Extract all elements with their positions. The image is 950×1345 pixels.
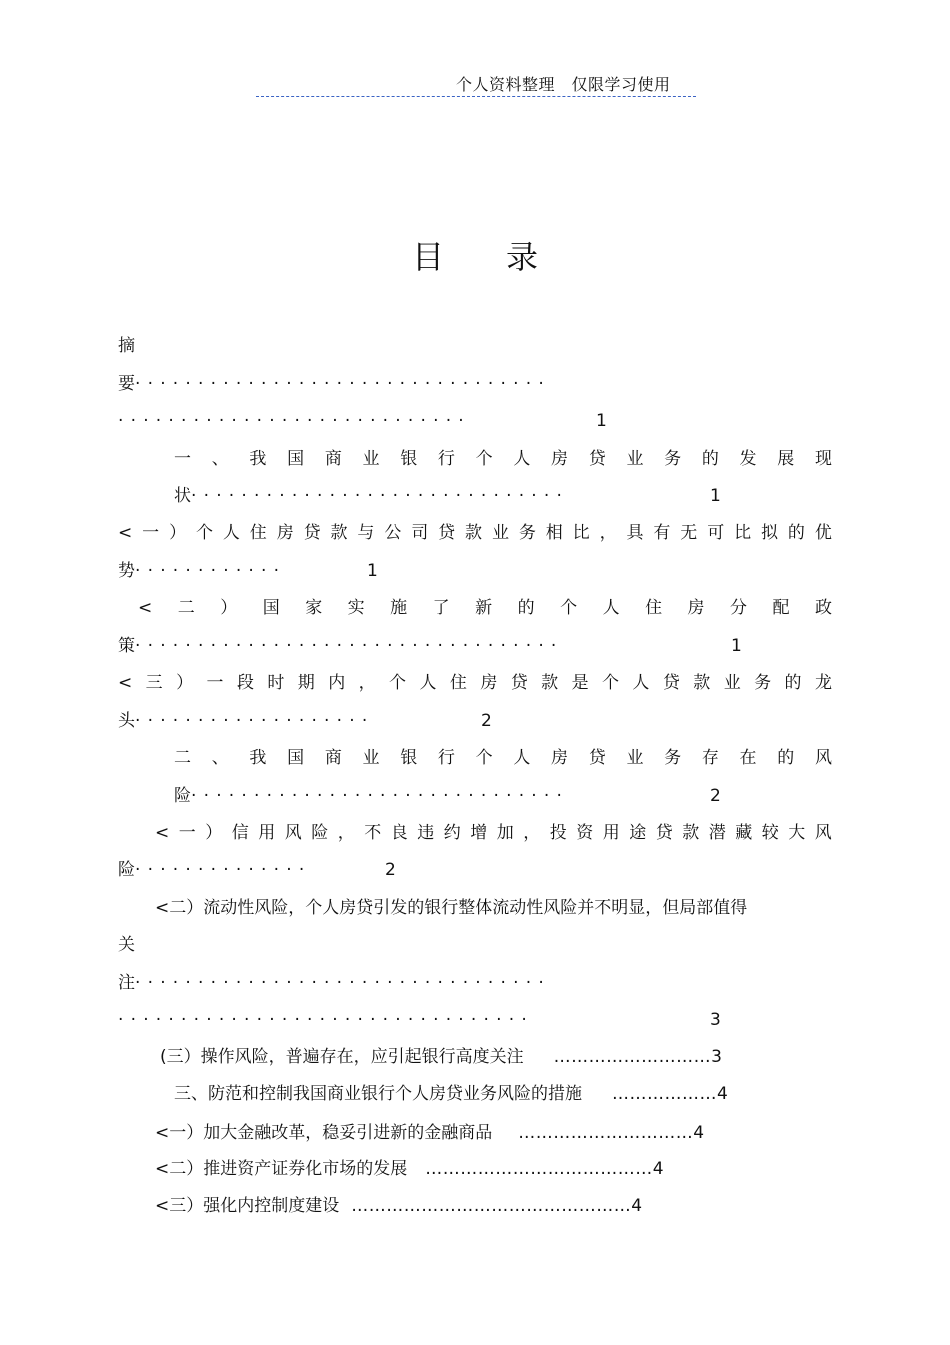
toc-char: 务: [754, 673, 772, 693]
toc-char: 在: [739, 748, 757, 768]
toc-char: 银: [400, 449, 418, 469]
toc-char: 有: [653, 523, 671, 543]
toc-char: 一: [174, 449, 191, 469]
toc-char: 比: [572, 523, 590, 543]
toc-char: 个: [389, 673, 407, 693]
toc-section-2-2-char1: 关: [118, 935, 135, 955]
toc-char: 了: [432, 598, 450, 618]
toc-char: 较: [761, 823, 779, 843]
toc-char: 人: [222, 523, 240, 543]
toc-section-1-2-title[interactable]: [138, 595, 832, 621]
toc-char: ）: [169, 523, 187, 543]
toc-char: 违: [417, 823, 435, 843]
toc-char: 贷: [662, 673, 680, 693]
toc-leader-dots: …………………………: [518, 1123, 694, 1143]
toc-char: 拟: [761, 523, 778, 543]
toc-char: 我: [249, 449, 267, 469]
toc-leader-dots: ······························: [191, 786, 570, 806]
toc-char: 三: [145, 673, 163, 693]
toc-char: 贷: [303, 523, 321, 543]
toc-char: 房: [551, 449, 569, 469]
toc-abstract-page: 1: [596, 411, 607, 431]
toc-char: 房: [687, 598, 705, 618]
toc-char: 、: [211, 449, 229, 469]
toc-char: 比: [734, 523, 752, 543]
toc-char: ）: [176, 673, 194, 693]
toc-char: 业: [723, 673, 741, 693]
toc-char: 银: [400, 748, 418, 768]
toc-char: 分: [730, 598, 748, 618]
toc-section-1-2-tail: 策: [118, 636, 135, 656]
toc-char: 龙: [814, 673, 832, 693]
toc-leader-dots: ·································: [135, 374, 551, 394]
toc-char: 途: [629, 823, 647, 843]
toc-leader-dots: ··············: [135, 860, 312, 880]
toc-section-2-2-page: 3: [710, 1010, 721, 1030]
toc-char: ，: [358, 673, 376, 693]
toc-leader-dots: ···················: [135, 711, 375, 731]
toc-char: 贷: [588, 748, 606, 768]
toc-char: ，: [337, 823, 355, 843]
page-title: 目录: [411, 238, 600, 276]
toc-char: ）: [205, 823, 223, 843]
toc-char: 险: [311, 823, 329, 843]
toc-section-1-3-tail-line: [118, 708, 374, 734]
toc-char: 贷: [588, 449, 606, 469]
toc-leader-dots: ·································: [135, 973, 551, 993]
toc-char: <: [138, 598, 153, 618]
header-text: 个人资料整理 仅限学习使用: [456, 75, 671, 94]
toc-section-2-3-line[interactable]: [160, 1044, 722, 1070]
toc-char: 相: [545, 523, 563, 543]
toc-char: 贷: [438, 523, 456, 543]
toc-char: 务: [664, 449, 682, 469]
toc-section-2-tail: 险: [174, 786, 191, 806]
toc-section-3-1-page: 4: [693, 1123, 705, 1143]
toc-section-2-1-tail-line: [118, 857, 311, 883]
toc-char: 现: [814, 449, 832, 469]
toc-char: 国: [287, 449, 305, 469]
toc-leader-dots: ············: [135, 561, 287, 581]
toc-char: 人: [513, 748, 531, 768]
toc-char: 大: [788, 823, 806, 843]
toc-char: <: [118, 523, 133, 543]
toc-leader-dots: …………………………………: [425, 1159, 653, 1179]
toc-section-1-tail-line: [174, 483, 569, 509]
toc-section-1-title[interactable]: [174, 446, 832, 472]
toc-section-3-line[interactable]: [174, 1081, 728, 1107]
page-header: [256, 72, 696, 97]
toc-char: 房: [551, 748, 569, 768]
toc-char: 投: [549, 823, 567, 843]
toc-char: 一: [206, 673, 224, 693]
toc-leader-dots: ··································: [135, 636, 564, 656]
toc-section-2-2-char2: 注: [118, 973, 135, 993]
toc-section-1-2-page: 1: [731, 636, 742, 656]
toc-char: 个: [195, 523, 213, 543]
toc-char: 商: [324, 748, 342, 768]
toc-section-2-page: 2: [710, 786, 721, 806]
toc-char: 个: [475, 748, 493, 768]
toc-char: 信: [231, 823, 249, 843]
toc-char: 用: [258, 823, 276, 843]
toc-char: 行: [437, 449, 455, 469]
toc-char: 与: [357, 523, 375, 543]
toc-char: 业: [626, 748, 644, 768]
toc-leader-dots: …………………………………………: [351, 1196, 632, 1216]
toc-char: 无: [680, 523, 698, 543]
toc-char: 家: [305, 598, 323, 618]
toc-char: 可: [707, 523, 725, 543]
toc-char: 公: [384, 523, 402, 543]
toc-char: 务: [518, 523, 536, 543]
toc-char: 商: [324, 449, 342, 469]
toc-char: 人: [419, 673, 437, 693]
toc-section-2-1-tail: 险: [118, 860, 135, 880]
toc-char: 藏: [735, 823, 753, 843]
toc-section-3-2-line[interactable]: [155, 1156, 664, 1182]
toc-section-2-1-page: 2: [385, 860, 396, 880]
toc-char: 展: [777, 449, 795, 469]
toc-char: 良: [390, 823, 408, 843]
toc-section-3-title: 三、防范和控制我国商业银行个人房贷业务风险的措施: [174, 1084, 582, 1104]
toc-char: 一: [178, 823, 196, 843]
toc-char: 个: [475, 449, 493, 469]
toc-char: 国: [262, 598, 280, 618]
toc-char: 用: [602, 823, 620, 843]
toc-char: 人: [632, 673, 650, 693]
toc-char: 实: [347, 598, 365, 618]
toc-section-1-1-tail: 势: [118, 561, 135, 581]
toc-section-1-1-page: 1: [367, 561, 378, 581]
toc-section-3-3-page: 4: [631, 1196, 643, 1216]
toc-char: 款: [330, 523, 348, 543]
toc-section-2-title[interactable]: [174, 745, 832, 771]
toc-char: 内: [328, 673, 346, 693]
toc-char: 人: [513, 449, 531, 469]
toc-char: 是: [571, 673, 589, 693]
toc-char: 我: [249, 748, 267, 768]
toc-char: 二: [177, 598, 195, 618]
toc-char: 贷: [655, 823, 673, 843]
toc-char: 业: [362, 449, 380, 469]
toc-char: 业: [362, 748, 380, 768]
toc-char: 款: [693, 673, 711, 693]
toc-char: ）: [220, 598, 238, 618]
toc-abstract-char2: 要: [118, 374, 135, 394]
toc-section-2-2-title[interactable]: <二）流动性风险，个人房贷引发的银行整体流动性风险并不明显，但局部值得: [155, 898, 748, 918]
toc-char: 时: [267, 673, 285, 693]
toc-char: 配: [772, 598, 790, 618]
toc-char: 贷: [510, 673, 528, 693]
toc-char: 加: [496, 823, 514, 843]
toc-char: 政: [815, 598, 832, 618]
toc-char: 务: [664, 748, 682, 768]
toc-section-3-1-title: <一）加大金融改革，稳妥引进新的金融商品: [155, 1123, 493, 1143]
toc-char: <: [118, 673, 133, 693]
toc-leader-dots: ·································: [118, 1010, 534, 1030]
toc-char: 不: [364, 823, 382, 843]
toc-char: 的: [784, 673, 802, 693]
toc-abstract-line[interactable]: [118, 371, 551, 397]
toc-char: 的: [787, 523, 805, 543]
toc-char: 增: [470, 823, 488, 843]
toc-char: 国: [287, 748, 305, 768]
toc-char: 住: [645, 598, 663, 618]
toc-char: 业: [491, 523, 509, 543]
toc-char: 风: [814, 823, 832, 843]
toc-section-1-2-tail-line: [118, 633, 564, 659]
toc-section-1-3-tail: 头: [118, 711, 135, 731]
toc-section-2-1-title[interactable]: [155, 820, 832, 846]
toc-char: 住: [249, 523, 267, 543]
toc-char: <: [155, 823, 170, 843]
toc-char: ，: [523, 823, 541, 843]
toc-leader-dots: ······························: [191, 486, 570, 506]
toc-section-3-page: 4: [717, 1084, 728, 1104]
toc-section-1-1-title[interactable]: [118, 520, 832, 546]
toc-char: 的: [701, 449, 719, 469]
toc-char: 资: [576, 823, 594, 843]
toc-char: 存: [701, 748, 719, 768]
toc-section-1-3-title[interactable]: [118, 670, 832, 696]
toc-char: 新: [475, 598, 493, 618]
toc-char: 的: [777, 748, 795, 768]
toc-char: 风: [284, 823, 302, 843]
toc-section-2-tail-line: [174, 783, 569, 809]
toc-char: 段: [236, 673, 254, 693]
toc-char: 款: [465, 523, 483, 543]
toc-section-2-3-title: (三）操作风险，普遍存在，应引起银行高度关注: [160, 1047, 524, 1067]
toc-char: 潜: [708, 823, 726, 843]
toc-section-1-3-page: 2: [481, 711, 492, 731]
toc-section-2-2-tail-line: [118, 970, 551, 996]
toc-char: 房: [276, 523, 294, 543]
toc-char: 约: [443, 823, 461, 843]
toc-char: 房: [480, 673, 498, 693]
toc-section-3-2-title: <二）推进资产证券化市场的发展: [155, 1159, 408, 1179]
toc-char: 发: [739, 449, 757, 469]
toc-char: 行: [437, 748, 455, 768]
toc-char: 司: [411, 523, 429, 543]
toc-abstract-char1: 摘: [118, 336, 135, 356]
toc-char: 人: [602, 598, 620, 618]
toc-char: 个: [602, 673, 619, 693]
toc-char: 业: [626, 449, 644, 469]
toc-char: 二: [174, 748, 191, 768]
toc-char: 施: [390, 598, 408, 618]
toc-char: 款: [682, 823, 700, 843]
toc-section-1-tail: 状: [174, 486, 191, 506]
toc-char: 风: [814, 748, 832, 768]
toc-section-3-2-page: 4: [652, 1159, 664, 1179]
toc-leader-dots: ………………………: [553, 1047, 712, 1067]
toc-leader-dots: ………………: [612, 1084, 717, 1104]
toc-section-3-3-title: <三）强化内控制度建设: [155, 1196, 340, 1216]
toc-char: 个: [560, 598, 578, 618]
toc-char: 具: [626, 523, 644, 543]
toc-section-3-1-line[interactable]: [155, 1120, 704, 1146]
toc-section-1-1-tail-line: [118, 558, 286, 584]
toc-char: 住: [449, 673, 467, 693]
toc-leader-dots: ····························: [118, 411, 471, 431]
toc-char: 期: [297, 673, 315, 693]
toc-char: ，: [599, 523, 617, 543]
toc-char: 优: [814, 523, 832, 543]
toc-char: 款: [541, 673, 559, 693]
toc-char: 、: [211, 748, 229, 768]
toc-section-2-3-page: 3: [711, 1047, 722, 1067]
toc-char: 一: [142, 523, 160, 543]
toc-section-3-3-line[interactable]: [155, 1193, 642, 1219]
toc-section-1-page: 1: [710, 486, 721, 506]
toc-char: 的: [517, 598, 535, 618]
